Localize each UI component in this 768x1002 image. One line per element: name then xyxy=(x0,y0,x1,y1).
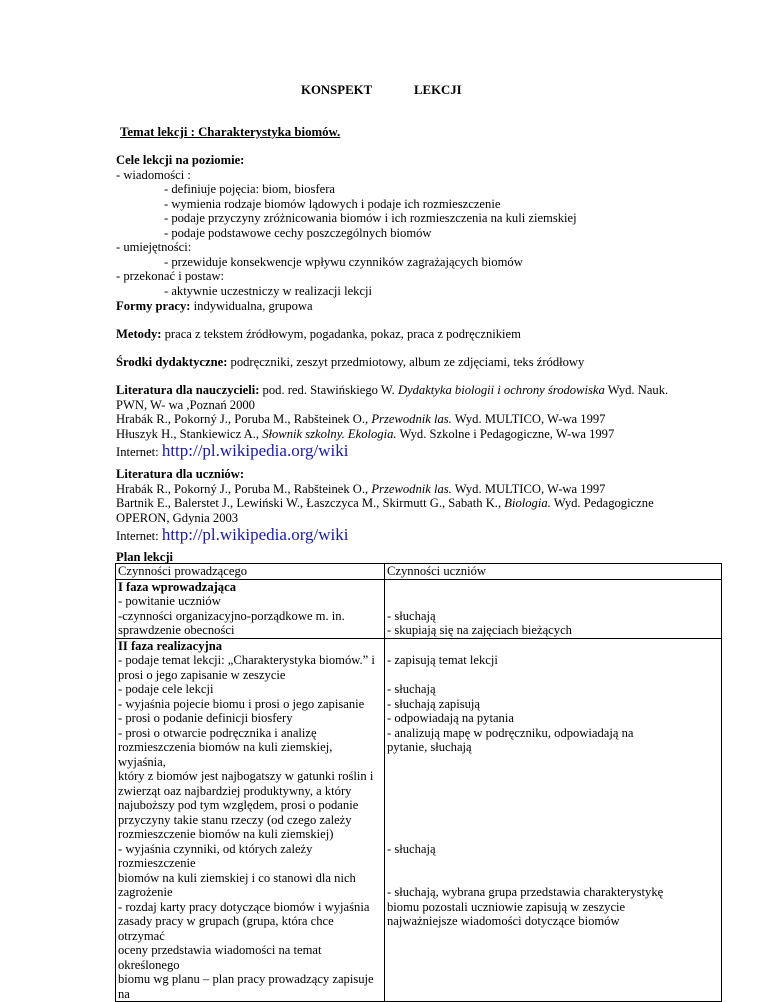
goals-heading: Cele lekcji na poziomie: xyxy=(116,153,245,167)
lesson-goals xyxy=(116,153,716,298)
title-word-konspekt: KONSPEKT xyxy=(301,83,373,97)
teacher-activity: rozmieszczenie biomów na kuli ziemskiej) xyxy=(118,827,334,841)
teacher-activity: - wyjaśnia czynniki, od których zależy rozmieszczenie xyxy=(118,841,313,870)
work-forms-value: indywidualna, grupowa xyxy=(190,299,313,313)
student-activity: - zapisują temat lekcji xyxy=(387,653,498,667)
teacher-activity: - podaje temat lekcji: „Charakterystyka biomów.” i xyxy=(118,653,375,667)
student-activity: biomu pozostali uczniowie zapisują w zeszycie xyxy=(387,899,626,914)
phase1-teacher-cell xyxy=(116,579,385,638)
column-header-teacher: Czynności prowadzącego xyxy=(116,564,385,580)
skills-label: - umiejętności: xyxy=(116,240,192,254)
citation-text: Wyd. Nauk. xyxy=(604,383,669,397)
column-header-students: Czynności uczniów xyxy=(385,564,722,580)
literature-teachers-label: Literatura dla nauczycieli: xyxy=(116,383,260,397)
teacher-activity: biomu wg planu – plan pracy prowadzący zapisuje na xyxy=(118,972,374,1001)
attitudes-label: - przekonać i postaw: xyxy=(116,269,225,283)
phase1-title: I faza wprowadzająca xyxy=(118,579,236,594)
teacher-activity: - wyjaśnia pojecie biomu i prosi o jego zapisanie xyxy=(118,696,365,711)
citation-title: Słownik szkolny. Ekologia. xyxy=(262,426,397,441)
table-header-row xyxy=(116,564,722,580)
student-activity: - słuchają, wybrana grupa przedstawia charakterystykę xyxy=(387,885,664,899)
knowledge-item: - podaje przyczyny zróżnicowania biomów i ich rozmieszczenia na kuli ziemskiej xyxy=(164,211,577,225)
student-activity: - skupiają się na zajęciach bieżących xyxy=(387,623,572,637)
teacher-activity: rozmieszczenia biomów na kuli ziemskiej, wyjaśnia, xyxy=(118,740,333,769)
literature-students xyxy=(116,467,716,546)
teacher-activity: biomów na kuli ziemskiej i co stanowi dla nich xyxy=(118,870,356,885)
citation-title: Biologia. xyxy=(504,496,551,510)
work-forms xyxy=(116,299,716,314)
teacher-activity: - rozdaj karty pracy dotyczące biomów i wyjaśnia xyxy=(118,899,370,914)
teacher-activity: sprawdzenie obecności xyxy=(118,623,235,637)
lesson-topic: Temat lekcji : Charakterystyka biomów. xyxy=(120,125,341,139)
wikipedia-link[interactable]: http://pl.wikipedia.org/wiki xyxy=(161,441,349,460)
citation-text: Bartnik E., Balerstet J., Lewiński W., Łaszczyca M., Skirmutt G., Sabath K., xyxy=(116,496,505,510)
student-activity: - odpowiadają na pytania xyxy=(387,711,514,725)
citation-title: Przewodnik las. xyxy=(371,481,452,496)
citation-text: pod. red. Stawińskiego W. xyxy=(259,383,398,397)
phase2-students-cell xyxy=(385,638,722,1002)
internet-label: Internet: xyxy=(116,529,162,543)
citation-text: Wyd. Pedagogiczne xyxy=(550,496,654,510)
teacher-activity: najuboższy pod tym względem, prosi o podanie xyxy=(118,798,359,812)
teacher-activity: - prosi o podanie definicji biosfery xyxy=(118,711,293,725)
student-activity: pytanie, słuchają xyxy=(387,740,472,754)
attitudes-item: - aktywnie uczestniczy w realizacji lekcji xyxy=(164,283,373,298)
student-activity: - słuchają xyxy=(387,841,436,856)
citation-text: Wyd. MULTICO, W-wa 1997 xyxy=(451,412,606,426)
literature-teachers xyxy=(116,383,716,462)
citation-text: PWN, W- wa ,Poznań 2000 xyxy=(116,397,255,412)
citation-text: OPERON, Gdynia 2003 xyxy=(116,510,239,525)
teacher-activity: - prosi o otwarcie podręcznika i analizę xyxy=(118,725,317,740)
wikipedia-link[interactable]: http://pl.wikipedia.org/wiki xyxy=(161,525,349,544)
citation-text: Hrabák R., Pokorný J., Poruba M., Rabšteinek O., xyxy=(116,412,372,426)
citation-title: Przewodnik las. xyxy=(371,412,452,426)
table-row-phase2 xyxy=(116,638,722,1002)
teacher-activity: zasady pracy w grupach (grupa, która chce otrzymać xyxy=(118,914,334,943)
student-activity: - słuchają zapisują xyxy=(387,696,481,711)
internet-label: Internet: xyxy=(116,445,162,459)
title-word-lekcji: LEKCJI xyxy=(414,83,462,97)
teaching-means xyxy=(116,355,716,370)
knowledge-label: - wiadomości : xyxy=(116,167,191,182)
literature-students-label: Literatura dla uczniów: xyxy=(116,467,245,481)
student-activity: - słuchają xyxy=(387,682,436,696)
plan-title: Plan lekcji xyxy=(116,550,174,564)
student-activity: - analizują mapę w podręczniku, odpowiadają na xyxy=(387,725,634,740)
skills-item: - przewiduje konsekwencje wpływu czynników zagrażających biomów xyxy=(164,254,523,269)
teacher-activity: oceny przedstawia wiadomości na temat określonego xyxy=(118,943,322,972)
citation-text: Wyd. MULTICO, W-wa 1997 xyxy=(451,481,606,496)
knowledge-item: - definiuje pojęcia: biom, biosfera xyxy=(164,182,336,196)
citation-text: Hrabák R., Pokorný J., Poruba M., Rabšteinek O., xyxy=(116,481,372,496)
teacher-activity: zwierząt oaz najbardziej produktywny, a który xyxy=(118,783,352,798)
teacher-activity: - podaje cele lekcji xyxy=(118,682,214,696)
knowledge-item: - podaje podstawowe cechy poszczególnych biomów xyxy=(164,225,432,240)
phase1-students-cell xyxy=(385,579,722,638)
teacher-activity: zagrożenie xyxy=(118,885,173,899)
work-forms-label: Formy pracy: xyxy=(116,299,191,313)
phase2-title: II faza realizacyjna xyxy=(118,638,222,653)
teacher-activity: który z biomów jest najbogatszy w gatunki roślin i xyxy=(118,769,374,783)
methods xyxy=(116,327,716,342)
teaching-means-label: Środki dydaktyczne: xyxy=(116,355,228,369)
methods-label: Metody: xyxy=(116,327,162,341)
citation-text: Hłuszyk H., Stankiewicz A., xyxy=(116,426,263,441)
phase2-teacher-cell xyxy=(116,638,385,1002)
table-row-phase1 xyxy=(116,579,722,638)
student-activity: - słuchają xyxy=(387,608,436,623)
methods-value: praca z tekstem źródłowym, pogadanka, pokaz, praca z podręcznikiem xyxy=(161,327,521,341)
citation-text: Wyd. Szkolne i Pedagogiczne, W-wa 1997 xyxy=(396,426,615,441)
teacher-activity: prosi o jego zapisanie w zeszycie xyxy=(118,667,286,682)
student-activity: najważniejsze wiadomości dotyczące biomów xyxy=(387,914,620,928)
lesson-plan-table xyxy=(115,563,722,1002)
knowledge-item: - wymienia rodzaje biomów lądowych i podaje ich rozmieszczenie xyxy=(164,196,501,211)
teacher-activity: -czynności organizacyjno-porządkowe m. in. xyxy=(118,608,345,623)
teacher-activity: - powitanie uczniów xyxy=(118,594,221,608)
citation-title: Dydaktyka biologii i ochrony środowiska xyxy=(397,383,605,397)
teaching-means-value: podręczniki, zeszyt przedmiotowy, album ze zdjęciami, teks źródłowy xyxy=(227,355,585,369)
teacher-activity: przyczyny takie stanu rzeczy (od czego zależy xyxy=(118,812,352,827)
